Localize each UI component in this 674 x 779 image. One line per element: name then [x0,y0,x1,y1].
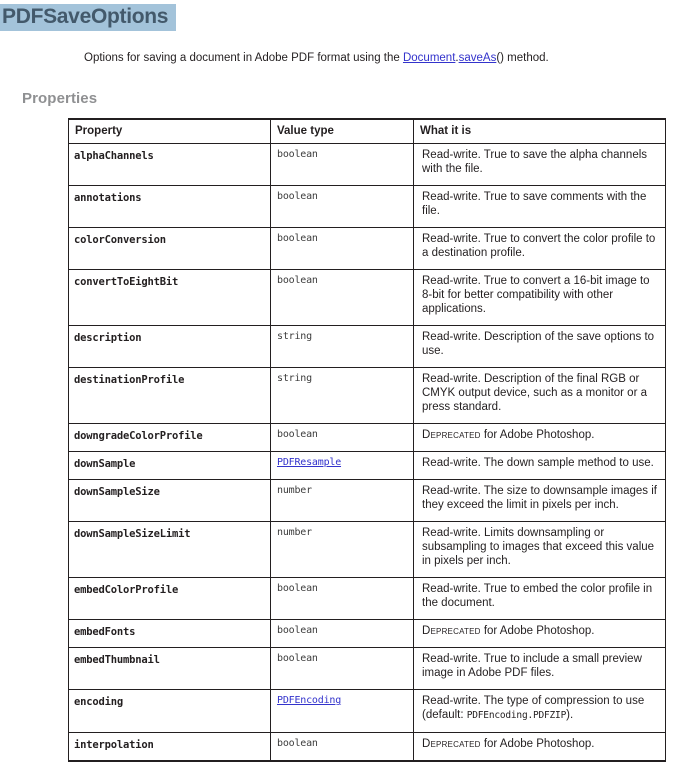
col-header-value-type: Value type [271,119,414,144]
value-type-cell: boolean [271,733,414,762]
value-type-cell: boolean [271,186,414,228]
property-name-cell: destinationProfile [69,368,271,424]
table-row [69,186,666,228]
description-cell [414,480,666,522]
value-type-cell: string [271,368,414,424]
value-type-link[interactable]: PDFEncoding [277,695,342,706]
property-name-cell: convertToEightBit [69,270,271,326]
description-cell [414,690,666,733]
description-segment: Deprecated [422,625,481,637]
property-name-cell: colorConversion [69,228,271,270]
property-name-cell: downSampleSize [69,480,271,522]
table-row [69,522,666,578]
value-type-cell [271,452,414,480]
property-name-cell: encoding [69,690,271,733]
description-segment: for Adobe Photoshop. [480,625,595,637]
saveas-link[interactable]: saveAs [458,52,497,64]
description-segment: Read-write. True to save comments with the file. [422,191,647,217]
intro-paragraph [84,51,674,65]
property-name-cell: embedFonts [69,620,271,648]
description-cell [414,368,666,424]
description-cell [414,733,666,762]
table-row [69,733,666,762]
description-segment: Read-write. True to convert the color profile to a destination profile. [422,233,656,259]
table-row [69,690,666,733]
description-segment: Deprecated [422,738,481,750]
description-cell [414,522,666,578]
col-header-property: Property [69,119,271,144]
page-title-highlight: PDFSaveOptions [0,4,176,31]
description-segment: for Adobe Photoshop. [480,429,595,441]
description-segment: Deprecated [422,429,481,441]
description-segment: Read-write. Description of the save options to use. [422,331,655,357]
table-row [69,424,666,452]
value-type-cell: string [271,326,414,368]
value-type-cell: boolean [271,620,414,648]
description-segment: for Adobe Photoshop. [480,738,595,750]
value-type-cell: boolean [271,144,414,186]
description-segment: Read-write. Limits downsampling or subsampling to images that exceed this value in pixels per inch. [422,527,655,567]
properties-table-body [69,144,666,762]
table-row [69,452,666,480]
description-segment: Read-write. The type of compression to use (default: [422,695,645,721]
description-cell [414,144,666,186]
property-name-cell: annotations [69,186,271,228]
properties-table [68,118,666,762]
property-name-cell: embedThumbnail [69,648,271,690]
description-cell [414,620,666,648]
table-row [69,144,666,186]
properties-section-heading: Properties [22,90,98,107]
value-type-cell: boolean [271,578,414,620]
description-cell [414,424,666,452]
value-type-cell: number [271,522,414,578]
description-segment: Read-write. True to include a small preview image in Adobe PDF files. [422,653,642,679]
description-segment: Read-write. True to save the alpha channels with the file. [422,149,648,175]
properties-table-header [69,119,666,144]
value-type-link[interactable]: PDFResample [277,457,342,468]
property-name-cell: embedColorProfile [69,578,271,620]
description-cell [414,270,666,326]
description-segment: ). [566,709,574,721]
description-segment: PDFEncoding.PDFZIP [466,710,567,721]
value-type-cell: boolean [271,270,414,326]
description-cell [414,326,666,368]
description-segment: Read-write. The size to downsample images if they exceed the limit in pixels per inch. [422,485,658,511]
description-cell [414,452,666,480]
table-row [69,578,666,620]
value-type-cell: boolean [271,648,414,690]
property-name-cell: description [69,326,271,368]
table-row [69,368,666,424]
table-row [69,270,666,326]
table-row [69,326,666,368]
property-name-cell: downSampleSizeLimit [69,522,271,578]
table-row [69,480,666,522]
description-segment: Read-write. True to convert a 16-bit image to 8-bit for better compatibility with other applications. [422,275,650,315]
header-row [69,119,666,144]
table-row [69,228,666,270]
intro-text-after: () method. [496,52,549,64]
property-name-cell: downgradeColorProfile [69,424,271,452]
description-segment: Read-write. Description of the final RGB or CMYK output device, such as a monitor or a press standard. [422,373,647,413]
description-cell [414,648,666,690]
table-row [69,648,666,690]
property-name-cell: alphaChannels [69,144,271,186]
value-type-cell [271,690,414,733]
description-cell [414,578,666,620]
page-title [0,4,674,30]
description-segment: Read-write. True to embed the color profile in the document. [422,583,653,609]
intro-text-before: Options for saving a document in Adobe PDF format using the [84,52,403,64]
value-type-cell: number [271,480,414,522]
value-type-cell: boolean [271,228,414,270]
value-type-cell: boolean [271,424,414,452]
property-name-cell: interpolation [69,733,271,762]
document-link[interactable]: Document [402,52,456,64]
description-segment: Read-write. The down sample method to use. [422,457,654,469]
description-cell [414,228,666,270]
property-name-cell: downSample [69,452,271,480]
col-header-what-it-is: What it is [414,119,666,144]
description-cell [414,186,666,228]
table-row [69,620,666,648]
intro-text-dot: . [455,52,459,64]
